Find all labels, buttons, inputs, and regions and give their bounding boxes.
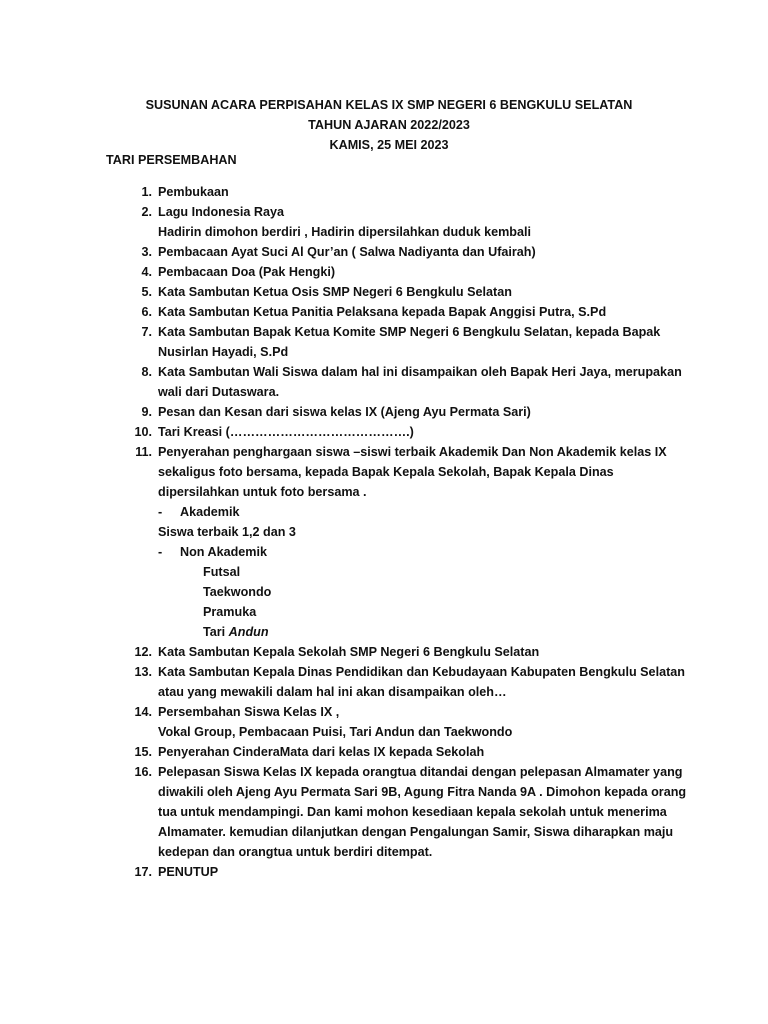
title-line-3: KAMIS, 25 MEI 2023 [329,138,449,152]
item-number: 7. [141,325,152,339]
list-item [130,642,690,662]
list-item [130,662,690,702]
list-item [130,702,690,742]
award-non-item: Pramuka [203,605,257,619]
item-number: 15. [134,745,152,759]
item-number: 4. [141,265,152,279]
list-item [130,742,690,762]
agenda-list [130,182,690,882]
item-number: 13. [134,665,152,679]
item-text: Pelepasan Siswa Kelas IX kepada orangtua ditandai dengan pelepasan Almamater yang diwakili oleh Ajeng Ayu Permata Sari 9B, Agung Fitra Nanda 9A . Dimohon kepada orang tua untuk mendampingi. Dan kami mohon kesediaan kepala sekolah untuk menerima Almamater. kemudian dilanjutkan dengan Pengalungan Samir, Siswa diharapkan maju kedepan dan orangtua untuk berdiri ditempat. [158,765,687,859]
list-item [130,242,690,262]
tari-name: Andun [228,625,269,639]
award-non-akademik-label: Non Akademik [180,545,268,559]
item-text: Lagu Indonesia Raya [158,205,284,219]
intro-heading: TARI PERSEMBAHAN [106,153,237,167]
list-item [130,322,690,362]
award-akademik-label: Akademik [180,505,240,519]
item-text: Kata Sambutan Bapak Ketua Komite SMP Negeri 6 Bengkulu Selatan, kepada Bapak Nusirlan Hayadi, S.Pd [158,325,661,359]
list-item [130,262,690,282]
item-text: Pembukaan [158,185,229,199]
award-non-item: Taekwondo [203,585,272,599]
item-text: Tari Kreasi (…………………………………….) [158,425,414,439]
item-text: Kata Sambutan Kepala Dinas Pendidikan dan Kebudayaan Kabupaten Bengkulu Selatan atau yang mewakili dalam hal ini akan disampaikan oleh… [158,665,685,699]
item-number: 12. [134,645,152,659]
item-subtext: Hadirin dimohon berdiri , Hadirin dipersilahkan duduk kembali [158,225,531,239]
item-number: 5. [141,285,152,299]
item-number: 14. [134,705,152,719]
item-text: Pesan dan Kesan dari siswa kelas IX (Ajeng Ayu Permata Sari) [158,405,531,419]
item-number: 11. [135,445,152,459]
item-number: 8. [141,365,152,379]
item-text: Kata Sambutan Ketua Osis SMP Negeri 6 Bengkulu Selatan [158,285,512,299]
title-line-1: SUSUNAN ACARA PERPISAHAN KELAS IX SMP NEGERI 6 BENGKULU SELATAN [145,98,633,112]
award-non-item-tari [158,622,690,642]
item-text: Penyerahan CinderaMata dari kelas IX kepada Sekolah [158,745,485,759]
list-item [130,302,690,322]
item-text: Pembacaan Ayat Suci Al Qur’an ( Salwa Nadiyanta dan Ufairah) [158,245,536,259]
item-text: PENUTUP [158,865,219,879]
list-item [130,862,690,882]
tari-prefix: Tari [203,625,226,639]
dash-marker: - [158,545,163,559]
award-non-item: Futsal [203,565,241,579]
item-text: Persembahan Siswa Kelas IX , [158,705,340,719]
dash-marker: - [158,505,163,519]
list-item [130,762,690,862]
item-text: Kata Sambutan Wali Siswa dalam hal ini disampaikan oleh Bapak Heri Jaya, merupakan wali dari Dutaswara. [158,365,682,399]
item-number: 3. [141,245,152,259]
award-non-akademik [158,542,690,562]
award-akademik-detail: Siswa terbaik 1,2 dan 3 [158,525,296,539]
list-item [130,442,690,642]
award-akademik [158,502,690,522]
list-item [130,402,690,422]
item-number: 1. [141,185,152,199]
item-number: 10. [134,425,152,439]
item-number: 2. [141,205,152,219]
item-text: Kata Sambutan Ketua Panitia Pelaksana kepada Bapak Anggisi Putra, S.Pd [158,305,607,319]
item-number: 17. [134,865,152,879]
list-item [130,282,690,302]
item-subtext: Vokal Group, Pembacaan Puisi, Tari Andun dan Taekwondo [158,725,513,739]
item-number: 6. [141,305,152,319]
list-item [130,362,690,402]
list-item [130,202,690,242]
item-text: Pembacaan Doa (Pak Hengki) [158,265,336,279]
list-item [130,422,690,442]
item-text: Penyerahan penghargaan siswa –siswi terbaik Akademik Dan Non Akademik kelas IX sekaligus foto bersama, kepada Bapak Kepala Sekolah, Bapak Kepala Dinas dipersilahkan untuk foto bersama . [158,445,667,499]
document-header [0,95,768,155]
title-line-2: TAHUN AJARAN 2022/2023 [308,118,470,132]
item-number: 9. [141,405,152,419]
item-text: Kata Sambutan Kepala Sekolah SMP Negeri 6 Bengkulu Selatan [158,645,540,659]
item-number: 16. [134,765,152,779]
list-item [130,182,690,202]
